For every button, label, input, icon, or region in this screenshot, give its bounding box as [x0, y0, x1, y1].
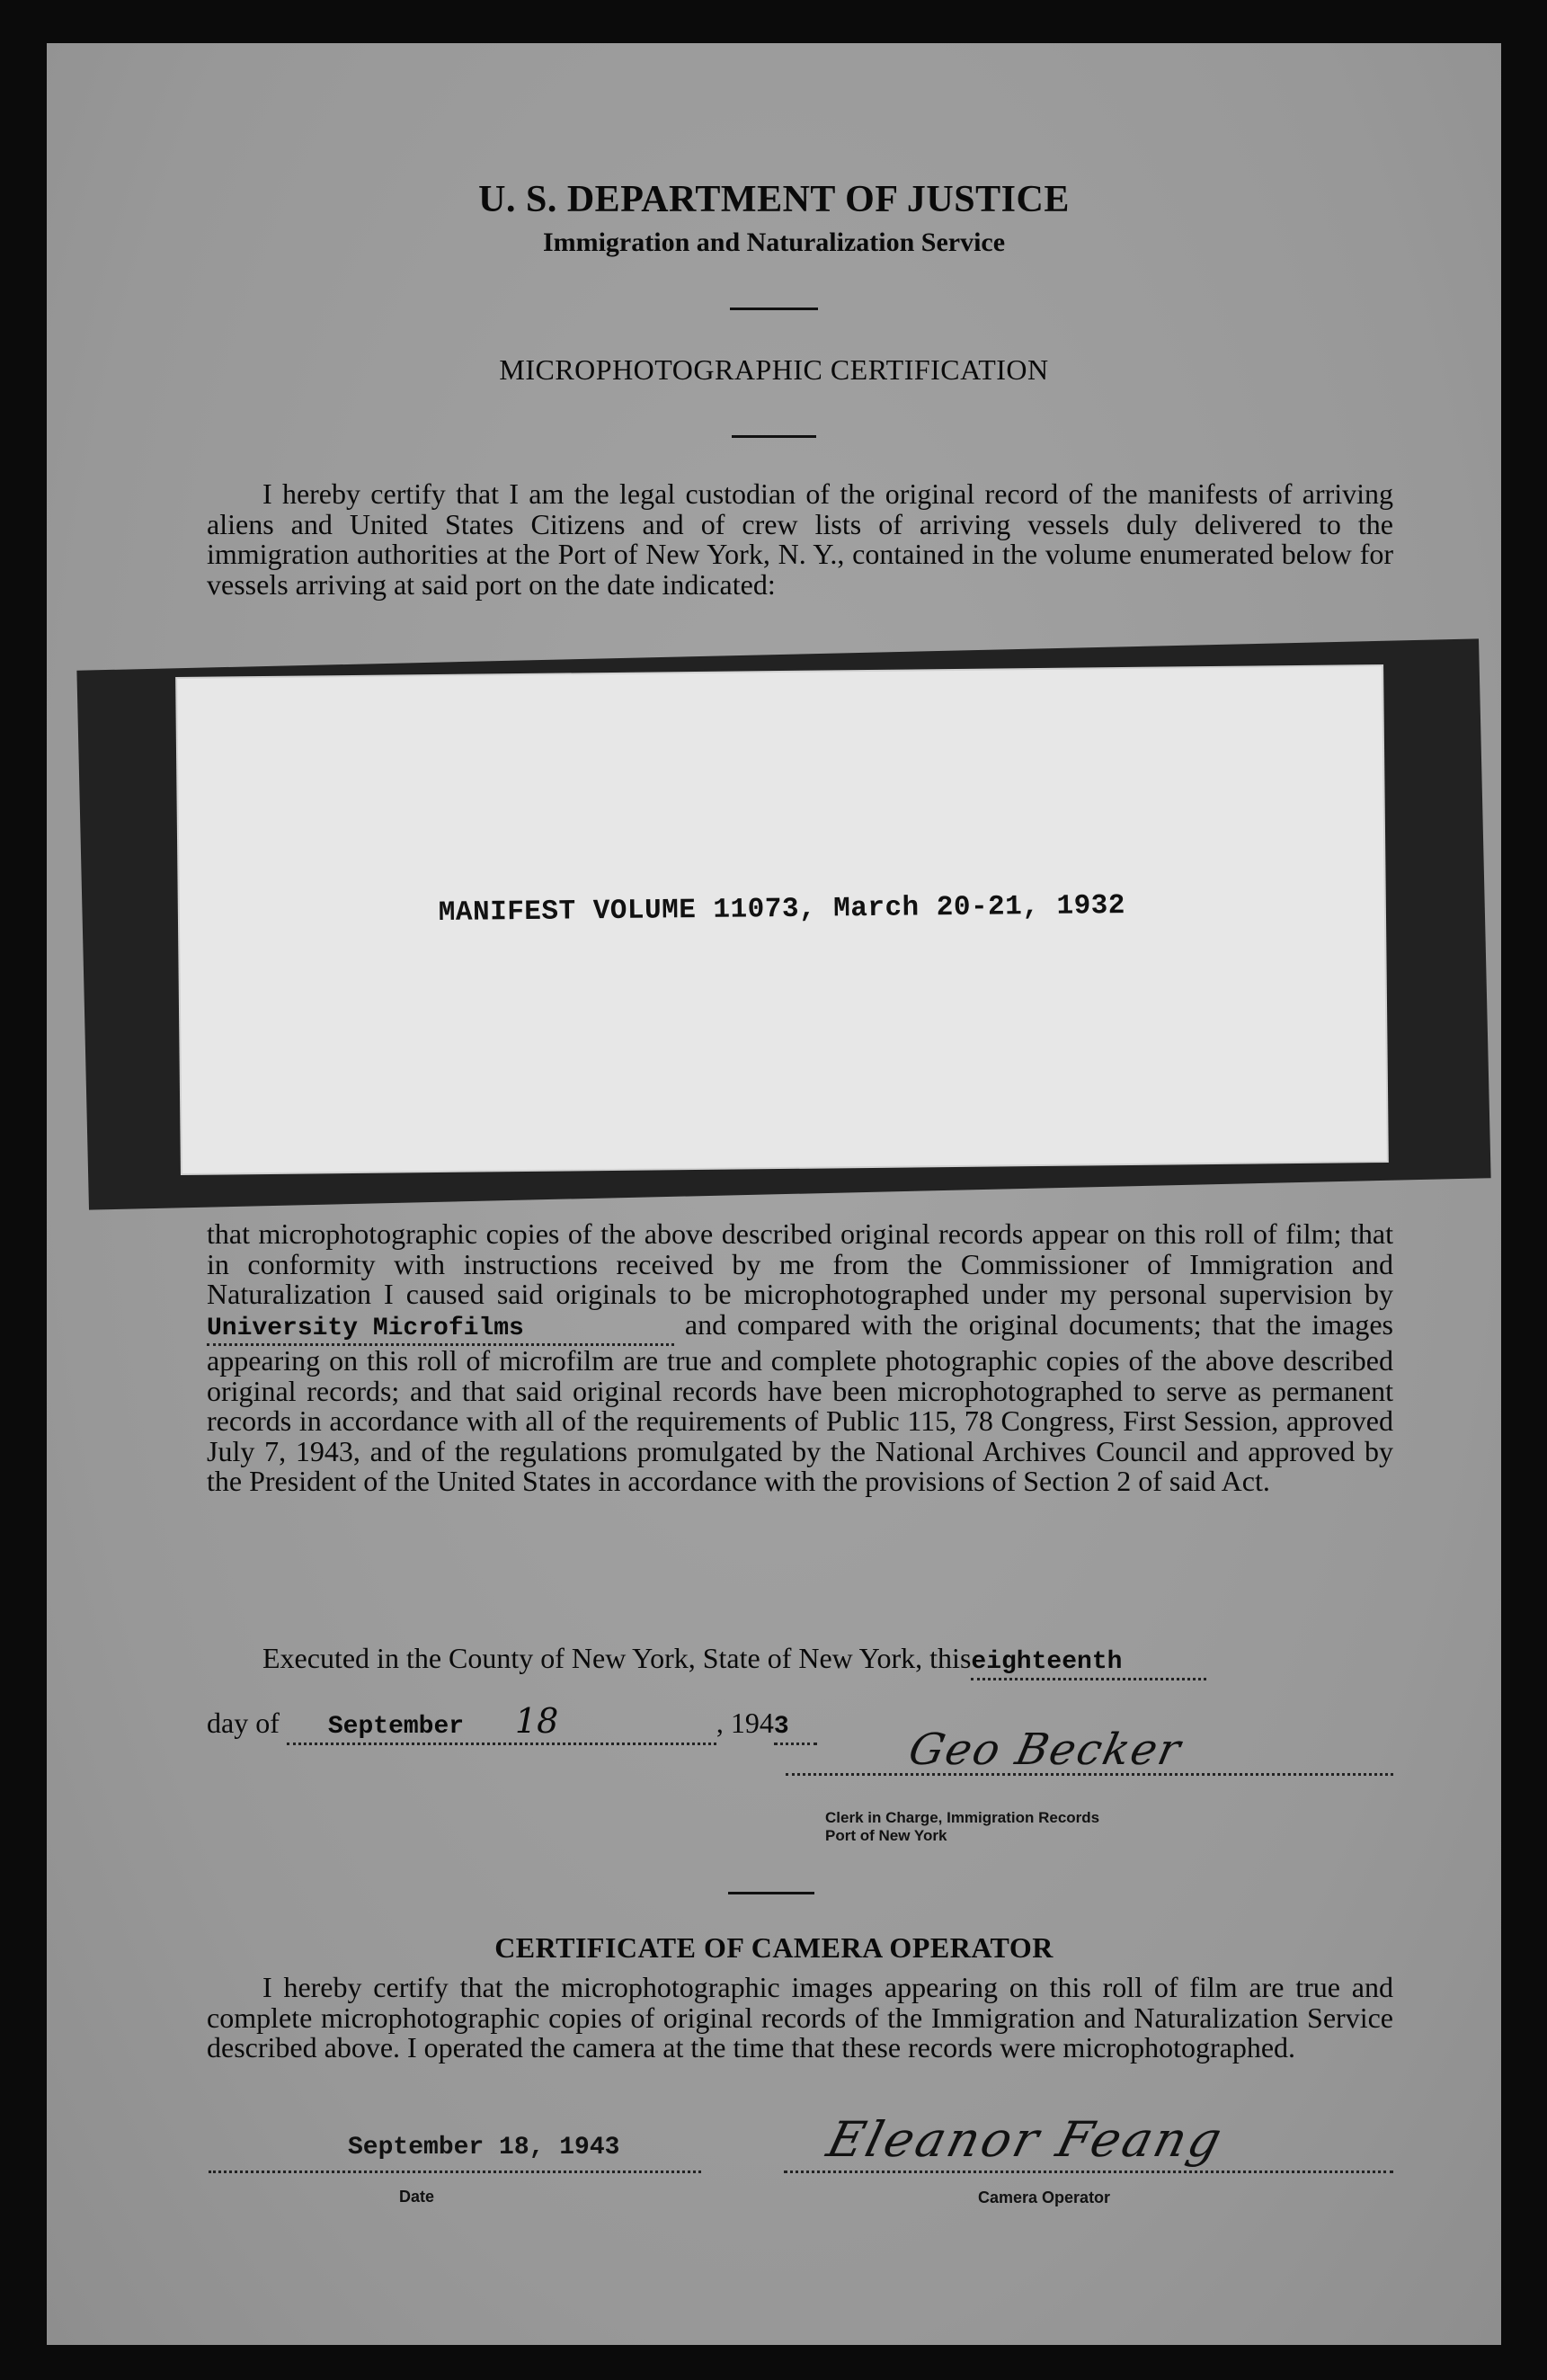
- execution-line: [262, 1644, 1395, 1680]
- intro-paragraph: [207, 479, 1393, 600]
- executed-text: Executed in the County of New York, State of New York, this: [262, 1642, 972, 1674]
- divider: [730, 308, 818, 310]
- certification-title: MICROPHOTOGRAPHIC CERTIFICATION: [499, 353, 1049, 386]
- divider: [732, 435, 816, 438]
- month-value: September: [327, 1713, 465, 1741]
- manifest-volume-card: [177, 666, 1387, 1173]
- day-of-label: day of: [207, 1707, 280, 1739]
- day-field: eighteenth: [971, 1647, 1206, 1680]
- year-prefix: , 194: [716, 1707, 774, 1739]
- year-suffix: 3: [774, 1712, 817, 1745]
- clerk-title-line1: Clerk in Charge, Immigration Records: [825, 1809, 1100, 1826]
- date-label: Date: [399, 2188, 435, 2206]
- camera-operator-heading: CERTIFICATE OF CAMERA OPERATOR: [494, 1931, 1054, 1964]
- date-line-rule: [209, 2171, 701, 2173]
- operator-signature: Eleanor Feang: [822, 2111, 1230, 2168]
- operator-date: September 18, 1943: [348, 2134, 620, 2162]
- manifest-volume-text: MANIFEST VOLUME 11073, March 20-21, 1932: [438, 890, 1126, 930]
- filmer-field: University Microfilms: [207, 1314, 674, 1347]
- body-text-part2: and compared with the original documents; that the images appearing on this roll of microfilm are true and complete photographic copies of the above described original records; and that said original records have been microphotographed to serve as permanent records in accordance with all of the requirements of Public 115, 78 Congress, First Session, approved July 7, 1943, and of the regulations promulgated by the National Archives Council and approved by the President of the United States in accordance with the provisions of Section 2 of said Act.: [207, 1307, 1393, 1497]
- camera-operator-paragraph: [207, 1973, 1393, 2064]
- clerk-signature: Geo Becker: [904, 1725, 1187, 1775]
- month-field: [287, 1701, 716, 1745]
- body-paragraph: [207, 1219, 1393, 1497]
- handwritten-day: 18: [514, 1701, 559, 1741]
- operator-signature-line: [784, 2171, 1393, 2173]
- service-subheading: Immigration and Naturalization Service: [542, 227, 1006, 257]
- department-heading: U. S. DEPARTMENT OF JUSTICE: [478, 179, 1070, 220]
- divider: [728, 1892, 814, 1894]
- camera-operator-label: Camera Operator: [978, 2188, 1111, 2206]
- body-text-part1: that microphotographic copies of the above described original records appear on this roll of film; that in conformity with instructions received by me from the Commissioner of Immigration and Naturalization I caused said originals to be microphotographed under my personal supervision by: [207, 1217, 1393, 1310]
- certificate-sheet: [47, 43, 1501, 2345]
- camera-operator-text: I hereby certify that the microphotographic images appearing on this roll of film are true and complete microphotographic copies of original records of the Immigration and Naturalization Service described above. I operated the camera at the time that these records were microphotographed.: [207, 1971, 1393, 2064]
- clerk-title-line2: Port of New York: [825, 1827, 947, 1844]
- intro-text: I hereby certify that I am the legal custodian of the original record of the manifests of arriving aliens and United States Citizens and of crew lists of arriving vessels duly delivered to the immigration authorities at the Port of New York, N. Y., contained in the volume enumerated below for vessels arriving at said port on the date indicated:: [207, 477, 1393, 601]
